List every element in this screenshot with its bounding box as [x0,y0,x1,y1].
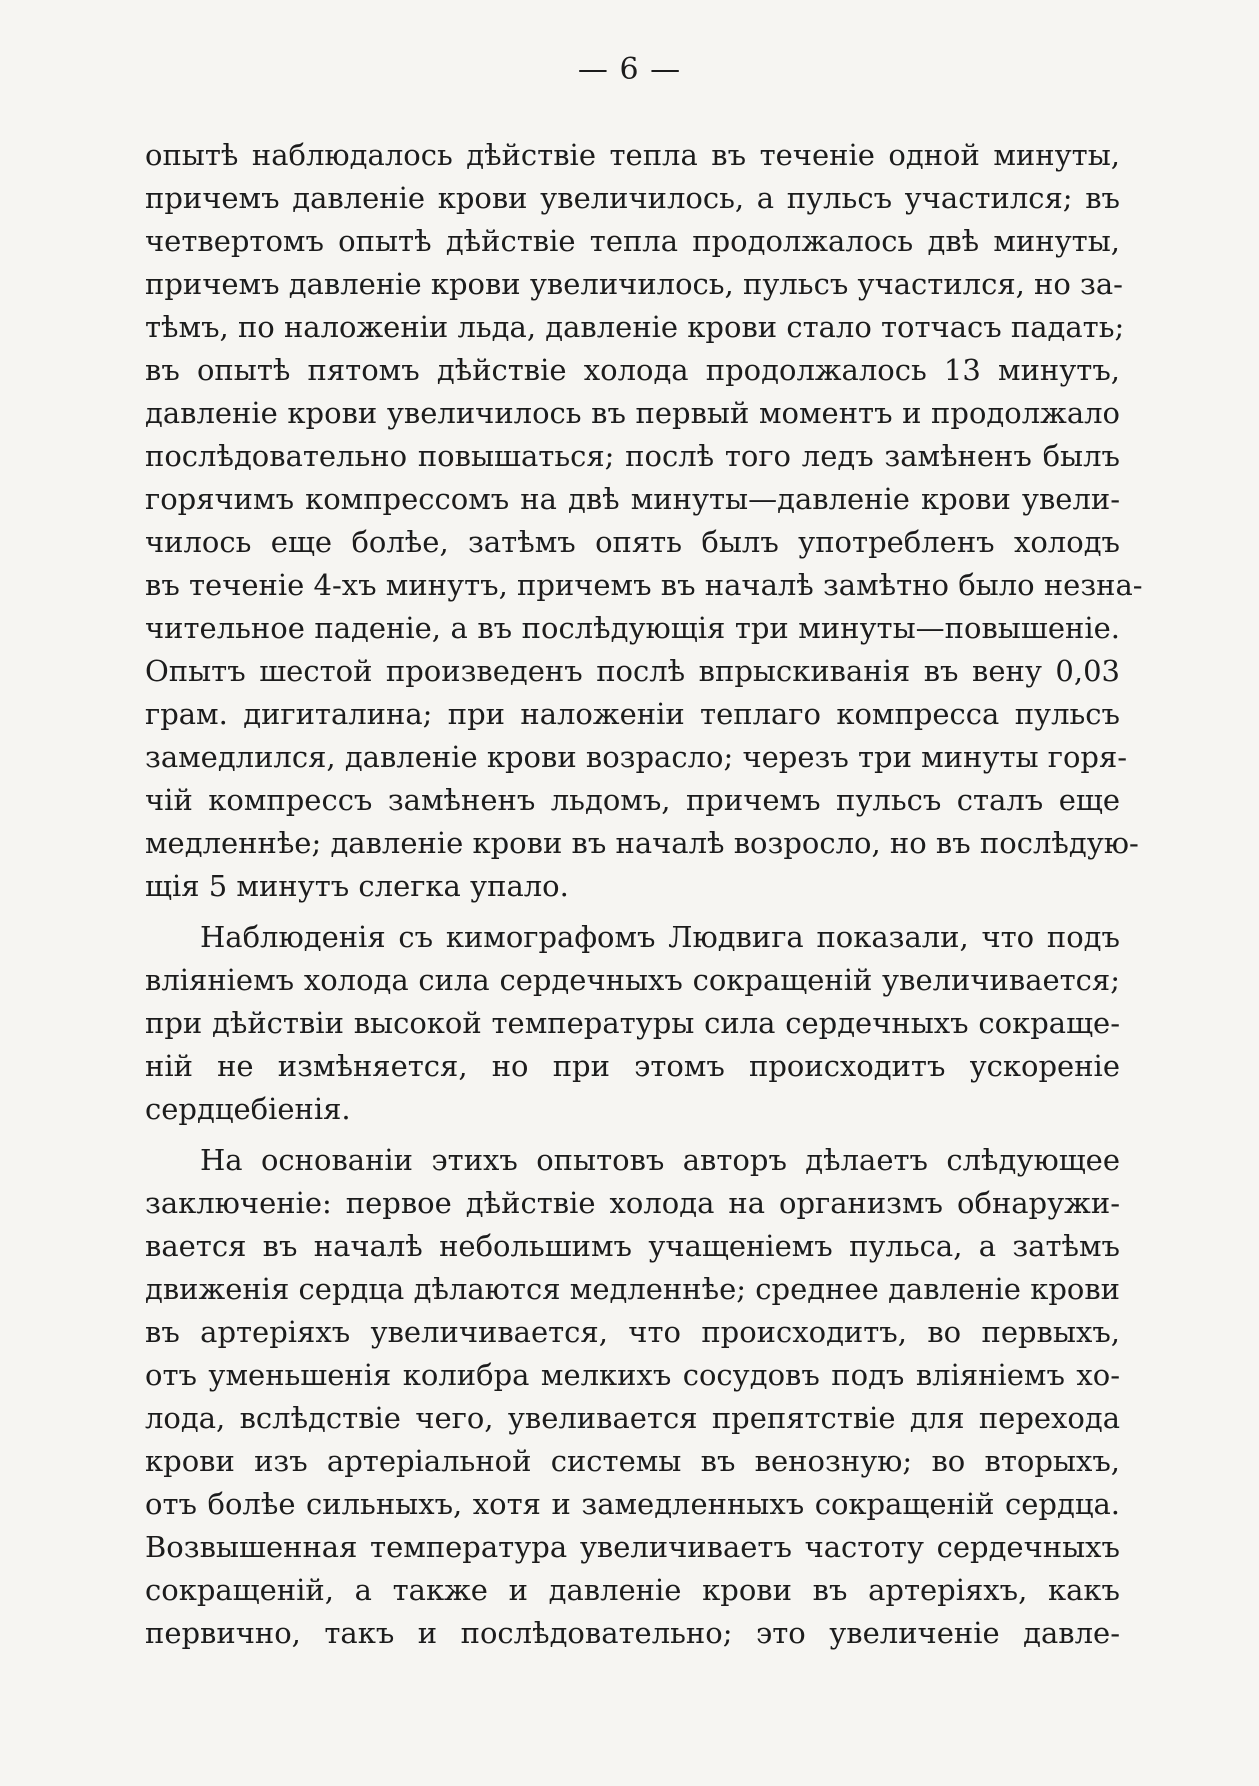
text-line: отъ уменьшенія колибра мелкихъ сосудовъ подъ вліяніемъ хо- [145,1358,1120,1392]
text-line: лода, вслѣдствіе чего, увеливается препятствіе для перехода [145,1401,1120,1435]
text-line: отъ болѣе сильныхъ, хотя и замедленныхъ сокращеній сердца. [145,1487,1120,1521]
text-line: въ теченіе 4-хъ минутъ, причемъ въ началѣ замѣтно было незна- [145,568,1143,602]
text-line: въ артеріяхъ увеличивается, что происходитъ, во первыхъ, [145,1315,1120,1349]
paragraph-3 [145,1139,1120,1655]
text-line: чій компрессъ замѣненъ льдомъ, причемъ пульсъ сталъ еще [145,783,1120,817]
body-text [145,134,1143,1655]
text-line: медленнѣе; давленіе крови въ началѣ возросло, но въ послѣдую- [145,826,1139,860]
paragraph-gap [145,1131,1120,1139]
text-line: Возвышенная температура увеличиваетъ частоту сердечныхъ [145,1530,1120,1564]
text-line: причемъ давленіе крови увеличилось, а пульсъ участился; въ [145,181,1120,215]
paragraph-gap [145,908,1120,916]
text-line: сокращеній, а также и давленіе крови въ артеріяхъ, какъ [145,1573,1120,1607]
text-line: въ опытѣ пятомъ дѣйствіе холода продолжалось 13 минутъ, [145,353,1120,387]
text-line: опытѣ наблюдалось дѣйствіе тепла въ теченіе одной минуты, [145,138,1120,172]
text-line: движенія сердца дѣлаются медленнѣе; среднее давленіе крови [145,1272,1120,1306]
text-line: замедлился, давленіе крови возрасло; черезъ три минуты горя- [145,740,1128,774]
paragraph-2 [145,916,1120,1131]
text-line: вліяніемъ холода сила сердечныхъ сокращеній увеличивается; [145,963,1120,997]
text-line: чительное паденіе, а въ послѣдующія три минуты—повышеніе. [145,611,1120,645]
text-line: первично, такъ и послѣдовательно; это увеличеніе давле- [145,1616,1120,1650]
text-line: давленіе крови увеличилось въ первый моментъ и продолжало [145,396,1120,430]
text-line: крови изъ артеріальной системы въ венозную; во вторыхъ, [145,1444,1120,1478]
text-line: Опытъ шестой произведенъ послѣ впрыскиванія въ вену 0,03 [145,654,1120,688]
text-line: послѣдовательно повышаться; послѣ того ледъ замѣненъ былъ [145,439,1120,473]
text-line: при дѣйствіи высокой температуры сила сердечныхъ сокраще- [145,1006,1120,1040]
text-line: чилось еще болѣе, затѣмъ опять былъ употребленъ холодъ [145,525,1120,559]
page-number: — 6 — [577,52,682,87]
text-line: щія 5 минутъ слегка упало. [145,869,569,903]
text-line: четвертомъ опытѣ дѣйствіе тепла продолжалось двѣ минуты, [145,224,1120,258]
text-line: причемъ давленіе крови увеличилось, пульсъ участился, но за- [145,267,1123,301]
text-line: Наблюденія съ кимографомъ Людвига показали, что подъ [200,920,1120,954]
text-line: горячимъ компрессомъ на двѣ минуты—давленіе крови увели- [145,482,1120,516]
text-line: ній не измѣняется, но при этомъ происходитъ ускореніе [145,1049,1120,1083]
text-line: сердцебіенія. [145,1092,351,1126]
text-line: грам. дигиталина; при наложеніи теплаго компресса пульсъ [145,697,1120,731]
text-line: заключеніе: первое дѣйствіе холода на организмъ обнаружи- [145,1186,1120,1220]
paragraph-1 [145,134,1143,908]
text-line: На основаніи этихъ опытовъ авторъ дѣлаетъ слѣдующее [200,1143,1120,1177]
text-line: тѣмъ, по наложеніи льда, давленіе крови стало тотчасъ падать; [145,310,1125,344]
text-line: вается въ началѣ небольшимъ учащеніемъ пульса, а затѣмъ [145,1229,1120,1263]
